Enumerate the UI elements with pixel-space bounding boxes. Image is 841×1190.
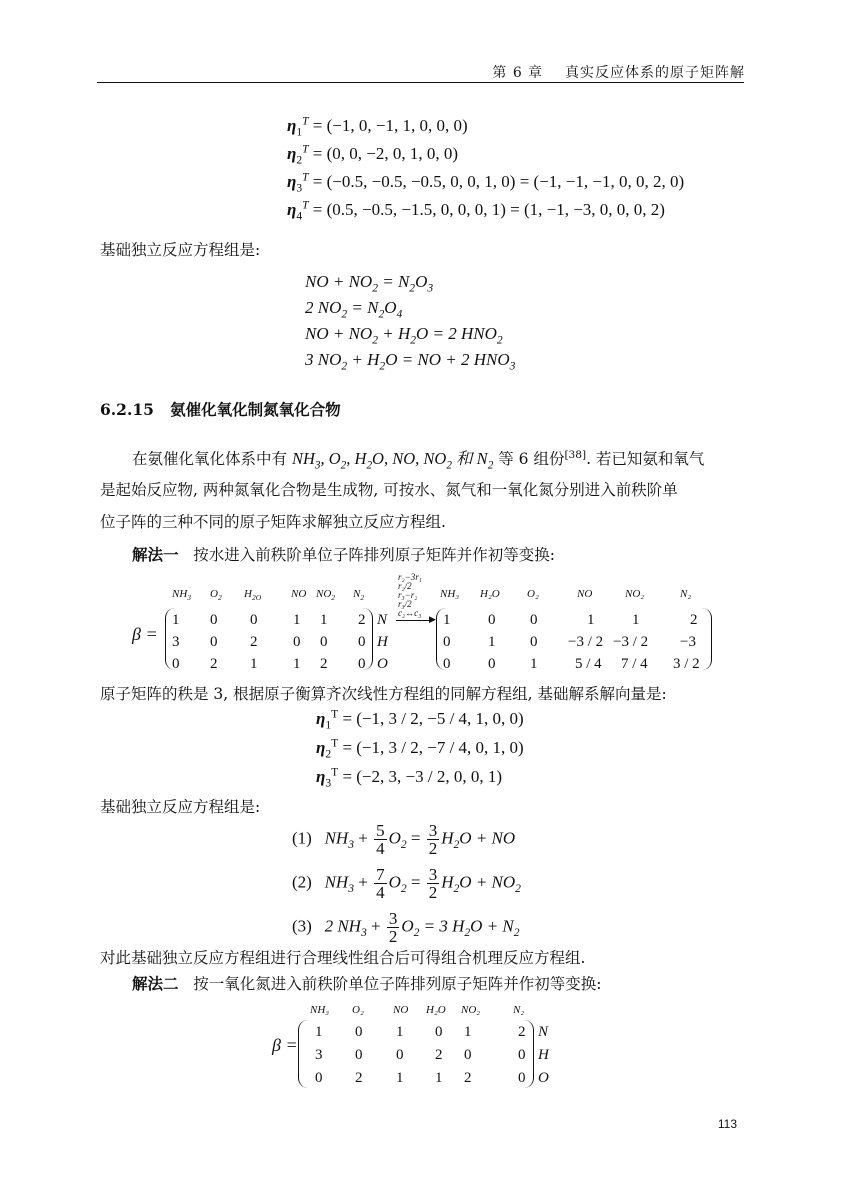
matrix-cell: 1 [396, 1024, 404, 1040]
equation-4: 3 $NO_2 + H_2O$ = NO + 2 $HNO_3$ [305, 350, 516, 373]
matrix-1-row-label: N [377, 612, 388, 628]
reaction-3: (3) 2 $NH_3$ + $\frac{3}{2}$ $O_2 = 3$ $H_2O + N_2$ [292, 909, 520, 946]
chapter-title: 真实反应体系的原子矩阵解 [565, 65, 745, 81]
matrix-1-col-header: NO [291, 588, 307, 600]
matrix-cell: 1 [293, 612, 301, 628]
matrix-1-beta: β = [132, 624, 158, 644]
matrix-1-col-header: $H_{2O}$ [244, 588, 262, 603]
matrix-2-row-label: N [538, 1024, 549, 1040]
matrix-2-row-label: H [538, 1047, 549, 1063]
matrix-cell: 1 [315, 1024, 323, 1040]
page-number: 113 [717, 1117, 737, 1131]
matrix-1-row-label: H [377, 634, 388, 650]
rank-text: 原子矩阵的秩是 3, 根据原子衡算齐次线性方程组的同解方程组, 基础解系解向量是: [100, 685, 667, 703]
top-vector-1: $\eta_1^T = (-1$, 0, −1, 1, 0, 0, 0) [287, 114, 468, 139]
matrix-cell: 0 [396, 1047, 404, 1063]
method-1-label: 解法一 [132, 545, 179, 564]
matrix-cell: 2 [250, 634, 258, 650]
matrix-cell: −3 / 2 [613, 634, 649, 650]
matrix-cell: 0 [210, 612, 218, 628]
matrix-cell: 0 [488, 656, 496, 672]
matrix-cell: 1 [172, 612, 180, 628]
matrix-cell: 0 [443, 656, 451, 672]
reaction-1: (1) $NH_3$ + $\frac{5}{4}$ $O_2$ = $\frac{3}{2}$ $H_2O$ + NO [292, 821, 516, 858]
matrix-2-col-header: NH₃ [310, 1004, 330, 1016]
section-number: 6.2.15 [100, 400, 154, 419]
matrix-2-col-header: NO₂ [461, 1004, 481, 1016]
matrix-cell: 0 [172, 656, 180, 672]
matrix-cell: 1 [488, 634, 496, 650]
matrix-cell: 1 [250, 656, 258, 672]
matrix-1-col-header: $NO_2$ [316, 588, 336, 603]
matrix-1-col-header: $O_2$ [210, 588, 222, 603]
matrix-cell: 2 [355, 1070, 363, 1086]
matrix-cell: 0 [250, 612, 258, 628]
equation-3: NO + $NO_2 + H_2O = 2$ $HNO_2$ [305, 324, 503, 347]
combine-text: 对此基础独立反应方程组进行合理线性组合后可得组合机理反应方程组. [100, 949, 586, 967]
matrix-cell: 1 [293, 656, 301, 672]
matrix-1-right-col-header: N₂ [680, 588, 692, 600]
paragraph-line-3: 位子阵的三种不同的原子矩阵求解独立反应方程组. [100, 513, 446, 531]
section-title: 氨催化氧化制氮氧化合物 [170, 400, 341, 419]
matrix-2-col-header: NO [393, 1004, 409, 1016]
matrix-cell: 3 / 2 [673, 656, 700, 672]
solution-vector-1: $\eta_1^T = (-1$, 3 / 2, −5 / 4, 1, 0, 0) [316, 707, 524, 732]
matrix-cell: 5 / 4 [575, 656, 602, 672]
equation-1: NO + $NO_2 = N_2O_3$ [305, 272, 434, 295]
matrix-cell: 2 [464, 1070, 472, 1086]
row-operations: r₂−3r₁ r₂/2 r₃−r₂ r₃/2 c₂↔c₃ [398, 572, 422, 618]
top-vector-3: $\eta_3^T = (-0.5$, −0.5, −0.5, 0, 0, 1, 0) = (−1, −1, −1, 0, 0, 2, 0) [287, 170, 685, 195]
method-2-text: 按一氧化氮进入前秩阶单位子阵排列原子矩阵并作初等变换: [193, 975, 602, 993]
matrix-cell: 0 [293, 634, 301, 650]
matrix-1-col-header: $NH_3$ [172, 588, 192, 603]
basic-label-1: 基础独立反应方程组是: [100, 241, 261, 259]
matrix-cell: 0 [315, 1070, 323, 1086]
running-header [492, 62, 745, 82]
matrix-cell: 0 [355, 1047, 363, 1063]
matrix-cell: 2 [518, 1024, 526, 1040]
chapter-number: 第 6 章 [492, 65, 544, 81]
matrix-cell: 0 [210, 634, 218, 650]
matrix-1b-right-paren [701, 608, 712, 670]
matrix-cell: 0 [355, 1024, 363, 1040]
matrix-cell: 1 [443, 612, 451, 628]
matrix-cell: 1 [435, 1070, 443, 1086]
citation: [38] [564, 448, 587, 461]
method-2-line [132, 972, 602, 994]
matrix-cell: 2 [358, 612, 366, 628]
method-1-line [132, 543, 555, 565]
method-1-text: 按水进入前秩阶单位子阵排列原子矩阵并作初等变换: [193, 546, 556, 564]
matrix-2-col-header: N₂ [513, 1004, 525, 1016]
matrix-1-row-label: O [377, 656, 388, 672]
matrix-cell: 1 [396, 1070, 404, 1086]
equation-2: 2 $NO_2 = N_2O_4$ [305, 298, 403, 321]
matrix-cell: −3 / 2 [568, 634, 604, 650]
top-vector-4: $\eta_4^T = (0.5$, −0.5, −1.5, 0, 0, 0, 1) = (1, −1, −3, 0, 0, 0, 2) [287, 198, 665, 223]
matrix-1-right-col-header: O₂ [527, 588, 539, 600]
matrix-cell: 0 [435, 1024, 443, 1040]
matrix-cell: −3 [680, 634, 696, 650]
matrix-cell: 0 [530, 634, 538, 650]
matrix-cell: 0 [464, 1047, 472, 1063]
matrix-cell: 1 [632, 612, 640, 628]
paragraph-line-2: 是起始反应物, 两种氮氧化合物是生成物, 可按水、氮气和一氧化氮分别进入前秩阶单 [100, 481, 678, 499]
matrix-1-right-col-header: NH₃ [440, 588, 460, 600]
matrix-cell: 0 [320, 634, 328, 650]
section-heading [100, 398, 341, 420]
matrix-cell: 2 [320, 656, 328, 672]
matrix-cell: 3 [315, 1047, 323, 1063]
header-rule [97, 82, 744, 83]
matrix-cell: 0 [518, 1070, 526, 1086]
matrix-cell: 2 [435, 1047, 443, 1063]
reaction-2: (2) $NH_3$ + $\frac{7}{4}$ $O_2$ = $\frac{3}{2}$ $H_2O + NO_2$ [292, 865, 521, 902]
solution-vector-3: $\eta_3^T = (-2$, 3, −3 / 2, 0, 0, 1) [316, 765, 502, 790]
matrix-2-col-header: O₂ [352, 1004, 364, 1016]
matrix-cell: 2 [690, 612, 698, 628]
matrix-2-row-label: O [538, 1070, 549, 1086]
matrix-cell: 1 [320, 612, 328, 628]
matrix-cell: 0 [488, 612, 496, 628]
matrix-1-col-header: $N_2$ [353, 588, 365, 603]
matrix-2-left-paren [298, 1020, 309, 1088]
matrix-cell: 1 [530, 656, 538, 672]
matrix-1-right-col-header: NO [577, 588, 593, 600]
matrix-cell: 0 [518, 1047, 526, 1063]
matrix-cell: 1 [587, 612, 595, 628]
matrix-cell: 2 [210, 656, 218, 672]
method-2-label: 解法二 [132, 974, 179, 993]
matrix-cell: 3 [172, 634, 180, 650]
paragraph-line-1: 在氨催化氧化体系中有 $NH_3$, $O_2$, $H_2O$, NO, $NO_2$ 和 $N_2$ 等 6 组份[38]. 若已知氨和氧气 [132, 448, 705, 472]
matrix-cell: 7 / 4 [621, 656, 648, 672]
matrix-2-beta: β = [272, 1035, 298, 1055]
transform-arrow-head: ▶ [429, 615, 436, 625]
matrix-1-right-col-header: NO₂ [625, 588, 645, 600]
top-vector-2: $\eta_2^T = (0$, 0, −2, 0, 1, 0, 0) [287, 142, 459, 167]
solution-vector-2: $\eta_2^T = (-1$, 3 / 2, −7 / 4, 0, 1, 0) [316, 736, 524, 761]
basic-label-2: 基础独立反应方程组是: [100, 798, 261, 816]
matrix-cell: 0 [358, 634, 366, 650]
matrix-cell: 0 [530, 612, 538, 628]
matrix-cell: 1 [464, 1024, 472, 1040]
matrix-cell: 0 [358, 656, 366, 672]
matrix-2-col-header: H₂O [426, 1004, 446, 1016]
matrix-1-right-col-header: H₂O [480, 588, 500, 600]
matrix-cell: 0 [443, 634, 451, 650]
